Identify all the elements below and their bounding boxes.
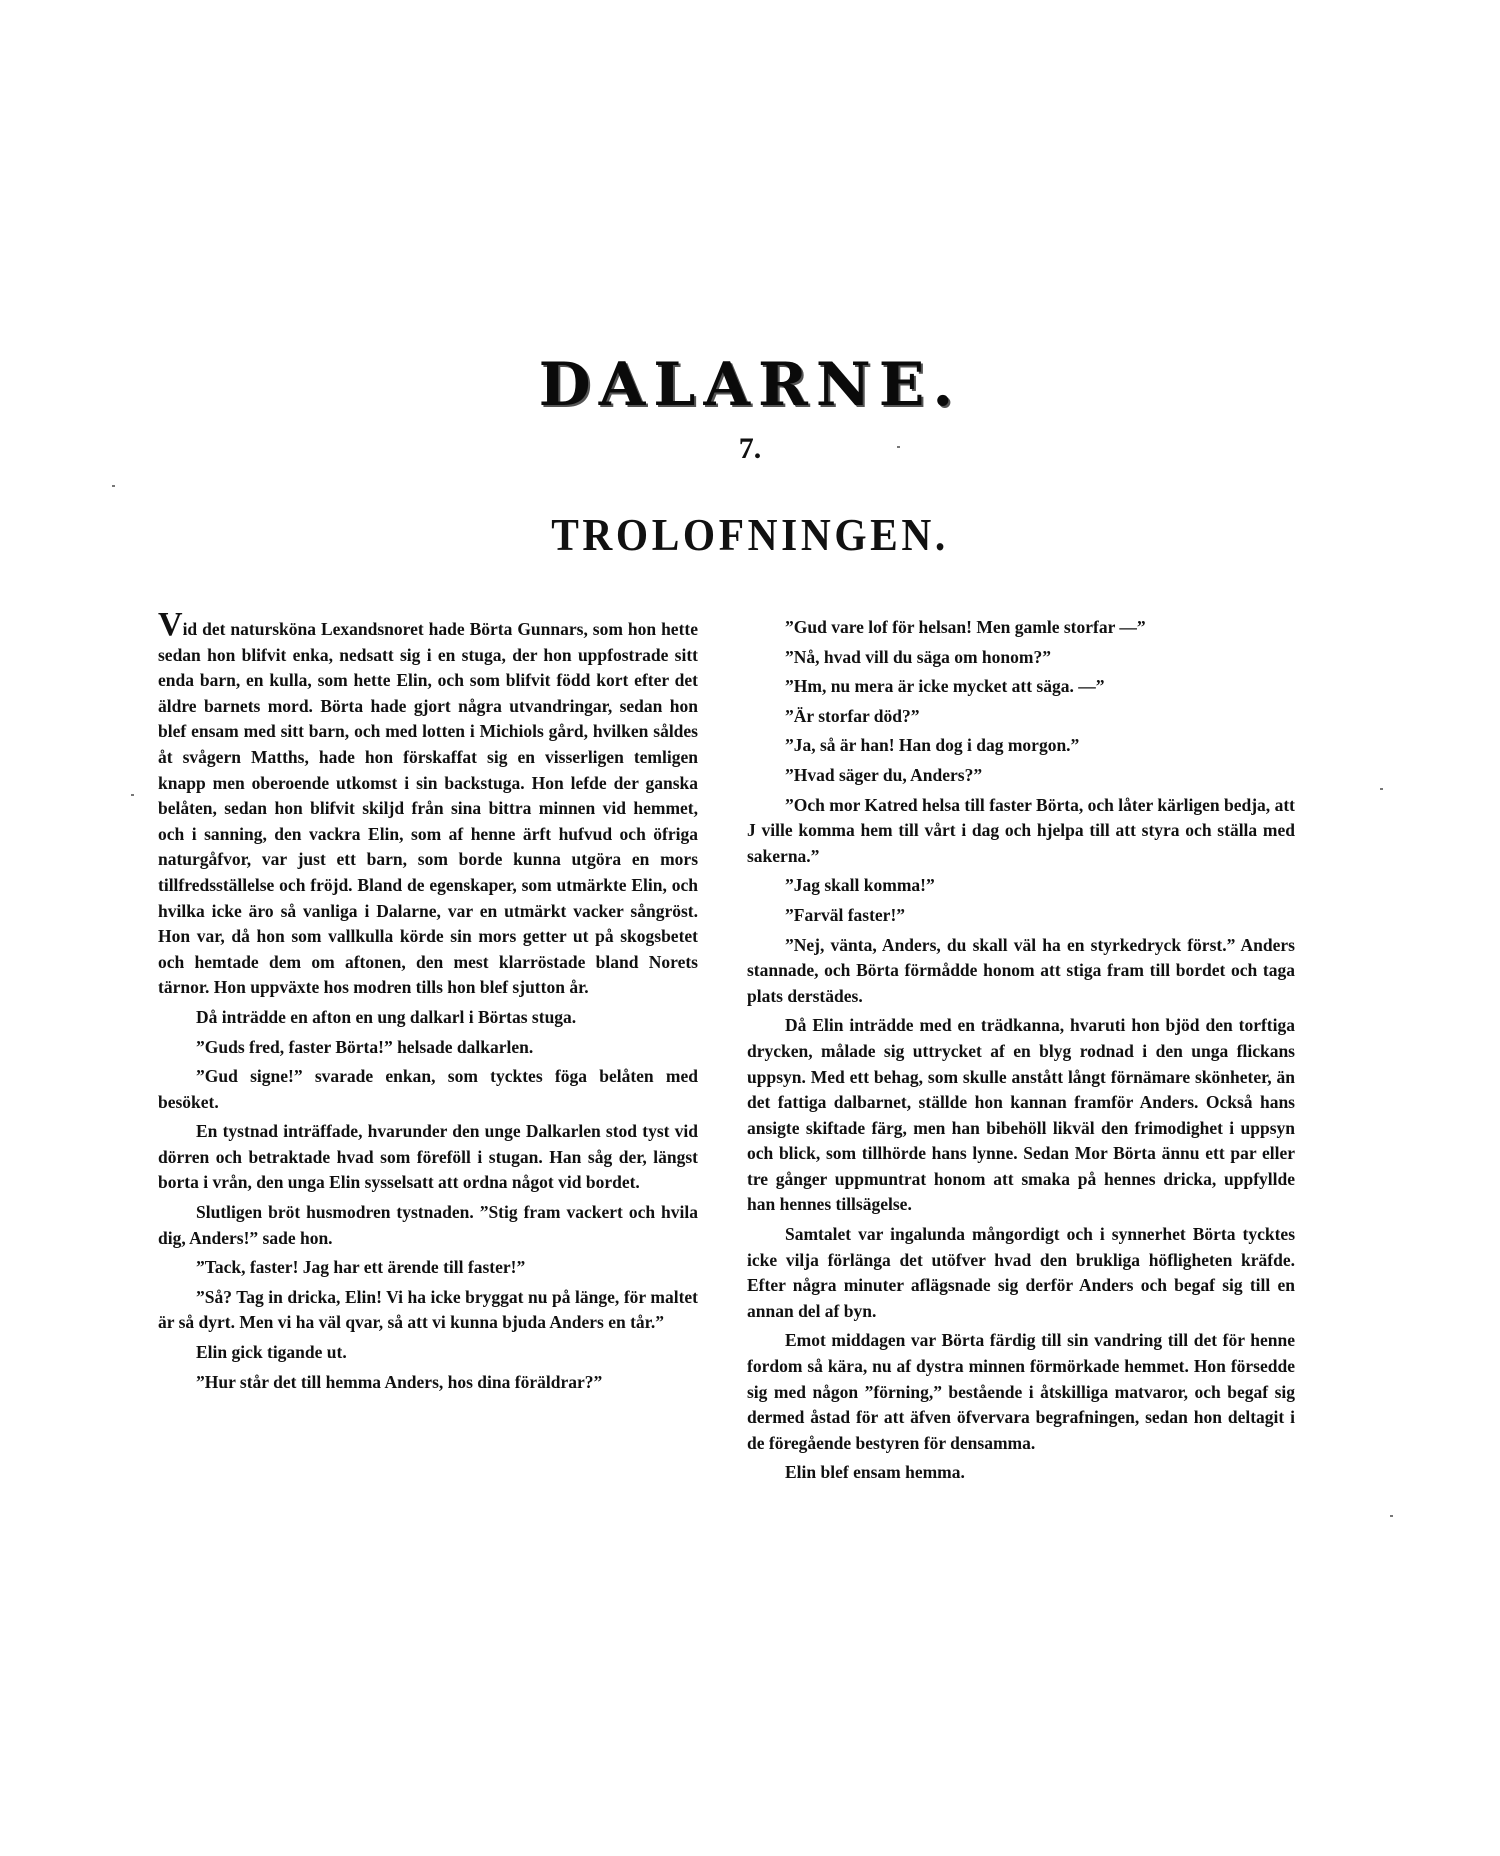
paragraph: ”Gud signe!” svarade enkan, som tycktes föga belåten med besöket.	[158, 1066, 698, 1112]
paragraph: ”Jag skall komma!”	[785, 875, 935, 896]
print-speck	[112, 485, 115, 487]
paragraph: ”Hur står det till hemma Anders, hos dina föräldrar?”	[196, 1371, 603, 1392]
drop-cap: V	[158, 606, 183, 643]
paragraph: ”Nå, hvad vill du säga om honom?”	[785, 646, 1051, 667]
paragraph: Elin gick tigande ut.	[196, 1342, 347, 1363]
paragraph: Elin blef ensam hemma.	[785, 1462, 965, 1483]
paragraph: ”Ja, så är han! Han dog i dag morgon.”	[785, 735, 1080, 756]
paragraph: ”Och mor Katred helsa till faster Börta, och låter kärligen bedja, att J ville komma hem till vårt i dag och hjelpa till att styra och ställa med sakerna.”	[747, 794, 1295, 866]
print-speck	[1380, 788, 1383, 790]
paragraph: ”Så? Tag in dricka, Elin! Vi ha icke bryggat nu på länge, för maltet är så dyrt. Men vi ha väl qvar, så att vi kunna bjuda Anders en tår.”	[158, 1286, 698, 1333]
first-paragraph	[158, 606, 698, 1001]
right-column	[747, 615, 1295, 1490]
print-speck	[131, 794, 134, 796]
paragraph: ”Hvad säger du, Anders?”	[785, 764, 983, 785]
left-column	[158, 606, 698, 1399]
paragraph: En tystnad inträffade, hvarunder den unge Dalkarlen stod tyst vid dörren och betraktade hvad som föreföll i stugan. Han såg der, längst borta i vrån, den unga Elin sysselsatt att ordna något vid bordet.	[158, 1121, 698, 1193]
paragraph: ”Tack, faster! Jag har ett ärende till faster!”	[196, 1257, 526, 1278]
paragraph: Slutligen bröt husmodren tystnaden. ”Stig fram vackert och hvila dig, Anders!” sade hon.	[158, 1202, 698, 1248]
paragraph: ”Farväl faster!”	[785, 904, 906, 925]
paragraph: Då Elin inträdde med en trädkanna, hvaruti hon bjöd den torftiga drycken, målade sig uttrycket af en blyg rodnad i den unga flickans uppsyn. Med ett behag, som skulle anstått långt förnämare skönheter, än det fattiga dalbarnet, ställde hon kannan framför Anders. Också hans ansigte skiftade färg, men han bibehöll likväl den frimodighet i uppsyn och blick, som tillhörde hans lynne. Sedan Mor Börta ännu ett par eller tre gånger uppmuntrat honom att smaka på hennes dricka, uppfyllde han hennes tillsägelse.	[747, 1015, 1295, 1215]
chapter-number: 7.	[738, 432, 762, 465]
page-title: DALARNE.	[538, 350, 962, 420]
paragraph: ”Nej, vänta, Anders, du skall väl ha en styrkedryck först.” Anders stannade, och Börta förmådde honom att stiga fram till bordet och taga plats derstädes.	[747, 934, 1295, 1006]
chapter-title: TROLOFNINGEN.	[551, 509, 949, 560]
paragraph: ”Hm, nu mera är icke mycket att säga. —”	[785, 676, 1105, 697]
print-speck	[1390, 1515, 1393, 1517]
paragraph: ”Är storfar död?”	[785, 705, 920, 726]
print-speck	[897, 446, 900, 448]
paragraph: Samtalet var ingalunda mångordigt och i synnerhet Börta tycktes icke vilja förlänga det utöfver hvad den brukliga höfligheten kräfde. Efter några minuter aflägsnade sig derför Anders och begaf sig till en annan del af byn.	[747, 1224, 1295, 1321]
paragraph: Då inträdde en afton en ung dalkarl i Börtas stuga.	[196, 1006, 577, 1027]
first-paragraph-text: id det natursköna Lexandsnoret hade Börta Gunnars, som hon hette sedan hon blifvit enka, nedsatt sig i en stuga, der hon uppfostrade sitt enda barn, en kulla, som hette Elin, och som blifvit född kort efter det äldre barnets mord. Börta hade gjort några utvandringar, sedan hon blef ensam med sitt barn, och med lotten i Michiols gård, hvilken såldes åt svågern Matths, hade hon förskaffat sig en visserligen temligen knapp men oberoende utkomst i sin backstuga. Hon lefde der ganska belåten, sedan hon blifvit skiljd från sina bittra minnen vid hemmet, och i sanning, den vackra Elin, som af henne ärft hufvud och öfriga naturgåfvor, var just ett barn, som borde kunna utgöra en mors tillfredsställelse och fröjd. Bland de egenskaper, som utmärkte Elin, och hvilka icke äro så vanliga i Dalarne, var en utmärkt vacker sångröst. Hon var, då hon som vallkulla körde sin mors getter ut på skogsbetet och hemtade dem om aftonen, den mest klarröstade bland Norets tärnor. Hon uppväxte hos modren tills hon blef sjutton år.	[158, 619, 698, 998]
paragraph: Emot middagen var Börta färdig till sin vandring till det för henne fordom så kära, nu af dystra minnen förmörkade hemmet. Hon försedde sig med någon ”förning,” bestående i åtskilliga matvaror, och begaf sig dermed åstad för att äfven öfvervara begrafningen, sedan hon deltagit i de föregående bestyren för densamma.	[747, 1330, 1295, 1453]
paragraph: ”Gud vare lof för helsan! Men gamle storfar —”	[785, 617, 1146, 637]
paragraph: ”Guds fred, faster Börta!” helsade dalkarlen.	[196, 1036, 534, 1057]
